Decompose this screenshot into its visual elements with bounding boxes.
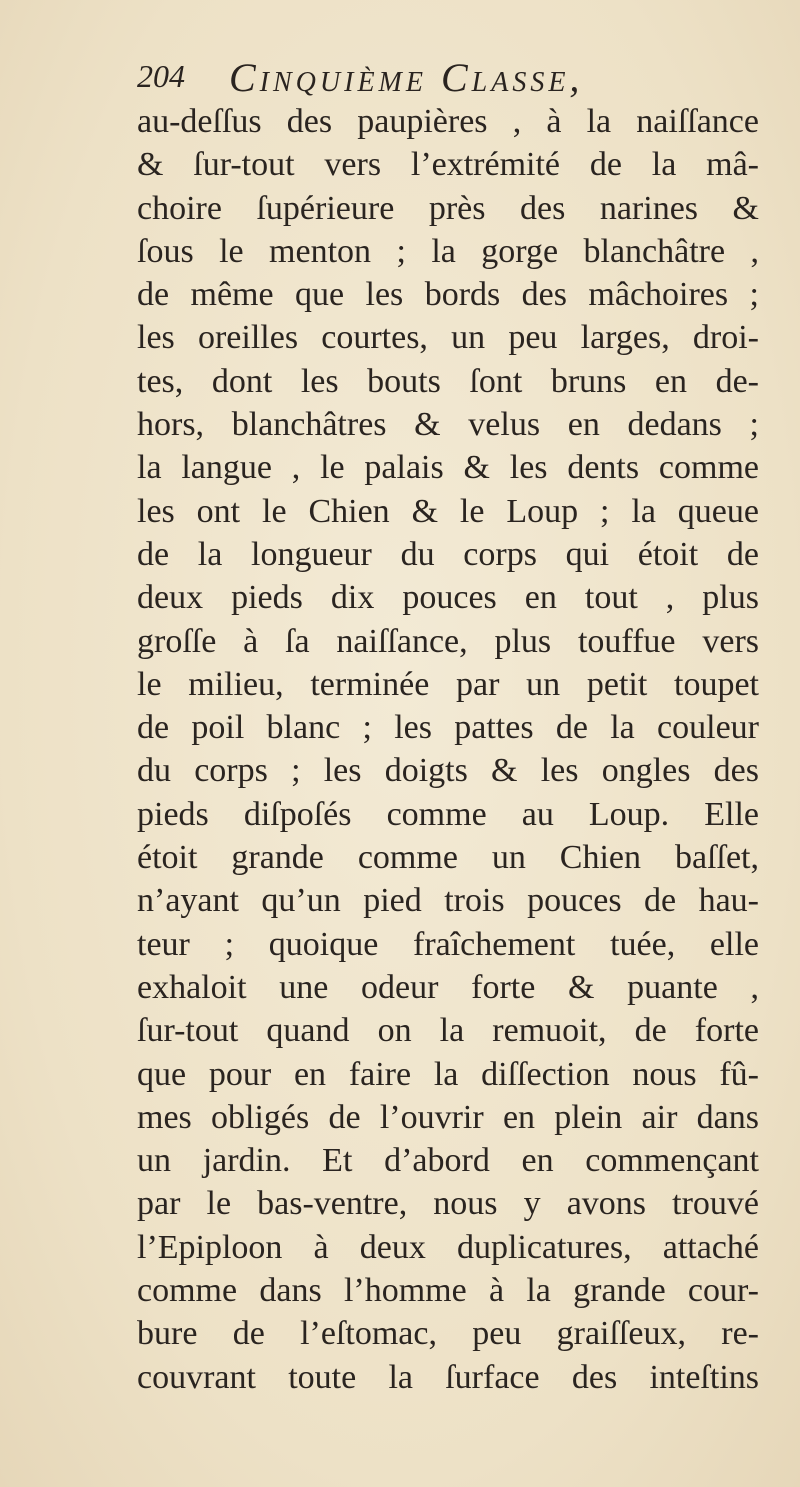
text-line: de même que les bords des mâchoires ; <box>137 276 759 314</box>
text-line: mes obligés de l’ouvrir en plein air dans <box>137 1098 759 1136</box>
text-line: deux pieds dix pouces en tout , plus <box>137 579 759 617</box>
text-line: n’ayant qu’un pied trois pouces de hau- <box>137 882 759 920</box>
text-line: par le bas-ventre, nous y avons trouvé <box>137 1185 759 1223</box>
running-head: Cinquième Classe, <box>229 55 584 100</box>
text-line: les oreilles courtes, un peu larges, droi- <box>137 319 759 357</box>
text-line: le milieu, terminée par un petit toupet <box>137 665 759 703</box>
text-line: l’Epiploon à deux duplicatures, attaché <box>137 1228 759 1266</box>
text-line: que pour en faire la diſſection nous fû- <box>137 1055 759 1093</box>
text-line: groſſe à ſa naiſſance, plus touffue vers <box>137 622 759 660</box>
text-line: les ont le Chien & le Loup ; la queue <box>137 492 759 530</box>
text-line: un jardin. Et d’abord en commençant <box>137 1142 759 1180</box>
text-line: exhaloit une odeur forte & puante , <box>137 968 759 1006</box>
text-line: de la longueur du corps qui étoit de <box>137 535 759 573</box>
text-line: du corps ; les doigts & les ongles des <box>137 752 759 790</box>
text-line: la langue , le palais & les dents comme <box>137 449 759 487</box>
text-line: pieds diſpoſés comme au Loup. Elle <box>137 795 759 833</box>
text-line: tes, dont les bouts ſont bruns en de- <box>137 362 759 400</box>
text-line: & ſur-tout vers l’extrémité de la mâ- <box>137 146 759 184</box>
text-line: choire ſupérieure près des narines & <box>137 189 759 227</box>
page-number: 204 <box>137 58 185 94</box>
text-line: teur ; quoique fraîchement tuée, elle <box>137 925 759 963</box>
text-line: au-deſſus des paupières , à la naiſſance <box>137 103 759 140</box>
text-line: étoit grande comme un Chien baſſet, <box>137 839 759 877</box>
text-line: ſur-tout quand on la remuoit, de forte <box>137 1012 759 1050</box>
page-header <box>137 52 757 102</box>
text-line: ſous le menton ; la gorge blanchâtre , <box>137 232 759 270</box>
body-text <box>137 100 759 1399</box>
text-line: comme dans l’homme à la grande cour- <box>137 1272 759 1310</box>
text-line: couvrant toute la ſurface des inteſtins <box>137 1358 759 1396</box>
text-line: de poil blanc ; les pattes de la couleur <box>137 709 759 747</box>
text-line: hors, blanchâtres & velus en dedans ; <box>137 406 759 444</box>
text-line: bure de l’eſtomac, peu graiſſeux, re- <box>137 1315 759 1353</box>
